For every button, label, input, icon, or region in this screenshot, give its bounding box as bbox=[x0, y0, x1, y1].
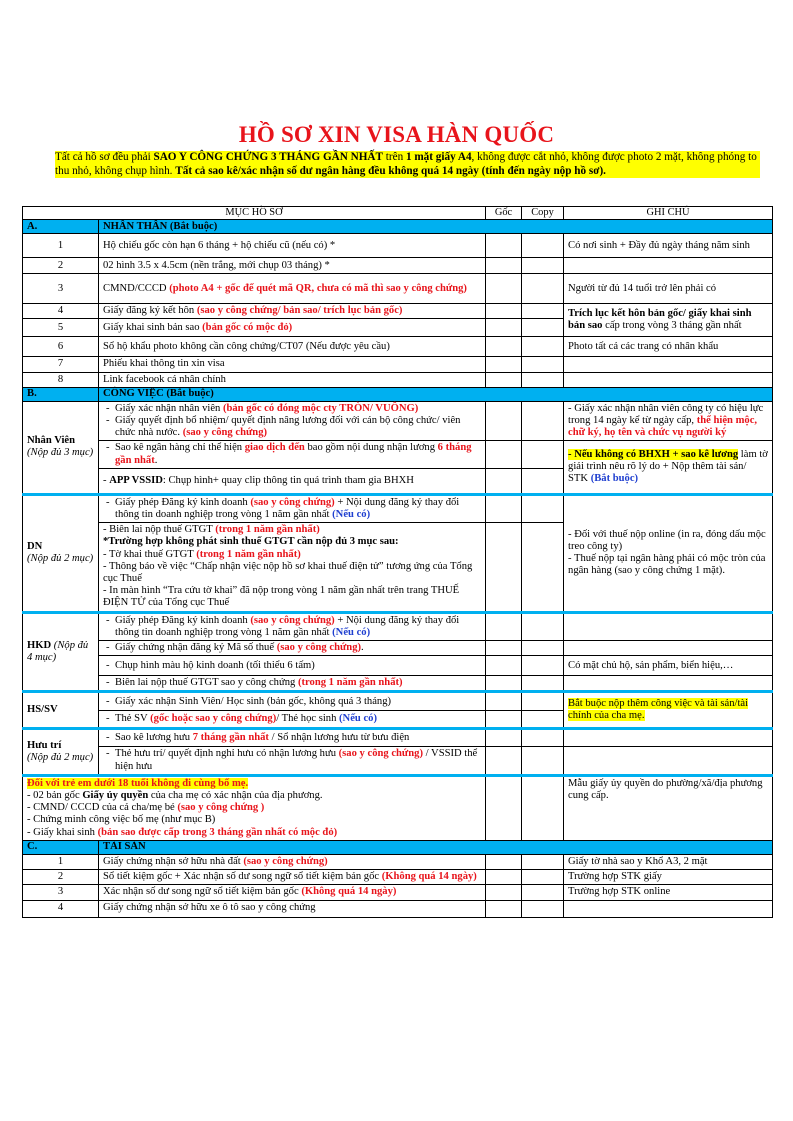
table-row: 1 Hộ chiếu gốc còn hạn 6 tháng + hộ chiếu cũ (nếu có) * Có nơi sinh + Đầy đủ ngày tháng năm sinh bbox=[23, 234, 773, 258]
hkd-row-1: HKD (Nộp đủ 4 mục) - Giấy phép Đăng ký kinh doanh (sao y công chứng) + Nội dung đăng ký thay đổi thông tin doanh nghiệp trong vòng 1 năm gần nhất (Nếu có) bbox=[23, 612, 773, 640]
huu-tri-row-1: Hưu trí (Nộp đủ 2 mục) - Sao kê lương hưu 7 tháng gần nhất / Sổ nhận lương hưu từ bưu điện bbox=[23, 729, 773, 747]
table-row: 4 Giấy chứng nhận sở hữu xe ô tô sao y công chứng bbox=[23, 900, 773, 917]
page-title: HỒ SƠ XIN VISA HÀN QUỐC bbox=[238, 122, 555, 147]
table-row: 7 Phiếu khai thông tin xin visa bbox=[23, 357, 773, 372]
table-row: 8 Link facebook cá nhân chính bbox=[23, 372, 773, 387]
nhan-vien-row-3: - APP VSSID: Chụp hình+ quay clip thông tin quá trình tham gia BHXH bbox=[23, 468, 773, 494]
dn-row-1: DN (Nộp đủ 2 mục) - Giấy phép Đăng ký kinh doanh (sao y công chứng) + Nội dung đăng ký thay đổi thông tin doanh nghiệp trong vòng 1 năm gần nhất (Nếu có) - Đối với thuế nộp online (in ra, đóng dấu mộc treo công ty) - Thuế nộp tại ngân hàng phải có mộc tròn của ngân hàng (sao y công chứng 1 mặt). bbox=[23, 494, 773, 522]
table-row: 3 Xác nhận số dư song ngữ sổ tiết kiệm bản gốc (Không quá 14 ngày) Trường hợp STK online bbox=[23, 885, 773, 900]
huu-tri-row-2: - Thẻ hưu trí/ quyết định nghỉ hưu có nhận lương hưu (sao y công chứng) / VSSID thể hiện hưu bbox=[23, 747, 773, 775]
table-row: 1 Giấy chứng nhận sở hữu nhà đất (sao y công chứng) Giấy tờ nhà sao y Khổ A3, 2 mặt bbox=[23, 854, 773, 869]
nhan-vien-row-1: Nhân Viên (Nộp đủ 3 mục) - Giấy xác nhận nhân viên (bản gốc có đóng mộc cty TRÒN/ VUÔNG) - Giấy quyết định bổ nhiệm/ quyết định nâng lương đối với cán bộ công chức/ viên chức nhà nước. (sao y công chứng) - Giấy xác nhận nhân viên công ty có hiệu lực trong 14 ngày kể từ ngày cấp, thể hiện mộc, chữ ký, họ tên và chức vụ người ký bbox=[23, 401, 773, 441]
table-row: 2 Sổ tiết kiệm gốc + Xác nhận số dư song ngữ sổ tiết kiệm bản gốc (Không quá 14 ngày) Trường hợp STK giấy bbox=[23, 870, 773, 885]
section-a-header: A. NHÂN THÂN (Bắt buộc) bbox=[23, 220, 773, 234]
minor-row: Đối với trẻ em dưới 18 tuổi không đi cùng bố mẹ. - 02 bản gốc Giấy ủy quyền của cha mẹ có xác nhận của địa phương. - CMND/ CCCD của cả cha/mẹ bé (sao y công chứng ) - Chứng minh công việc bố mẹ (như mục B) - Giấy khai sinh (bản sao được cấp trong 3 tháng gần nhất có mộc đỏ) Mẫu giấy ủy quyền do phường/xã/địa phương cung cấp. bbox=[23, 775, 773, 840]
dn-row-2: - Biên lai nộp thuế GTGT (trong 1 năm gần nhất) *Trường hợp không phát sinh thuế GTGT cần nộp đủ 3 mục sau: - Tờ khai thuế GTGT (trong 1 năm gần nhất) - Thông báo về việc “Chấp nhận việc nộp hồ sơ khai thuế điện tử” tương ứng của Tổng cục Thuế - In màn hình “Tra cứu tờ khai” đã nộp trong vòng 1 năm gần nhất trên trang THUẾ ĐIỆN TỬ của Tổng cục Thuế bbox=[23, 523, 773, 612]
hs-sv-row-2: - Thẻ SV (gốc hoặc sao y công chứng)/ Thẻ học sinh (Nếu có) bbox=[23, 711, 773, 729]
table-header: MỤC HỒ SƠ Gốc Copy GHI CHÚ bbox=[23, 207, 773, 220]
table-row: 5 Giấy khai sinh bản sao (bản gốc có mộc đỏ) bbox=[23, 319, 773, 337]
nhan-vien-row-2: - Sao kê ngân hàng chỉ thể hiện giao dịch đến bao gồm nội dung nhận lương 6 tháng gần nhất. - Nếu không có BHXH + sao kê lương làm tờ giải trình nêu rõ lý do + Nộp thêm tài sản/ STK (Bắt buộc) bbox=[23, 441, 773, 468]
table-row: 4 Giấy đăng ký kết hôn (sao y công chứng/ bản sao/ trích lục bản gốc) Trích lục kết hôn bản gốc/ giấy khai sinh bản sao cấp trong vòng 3 tháng gần nhất bbox=[23, 304, 773, 319]
intro-note: Tất cả hồ sơ đều phải SAO Y CÔNG CHỨNG 3 THÁNG GẦN NHẤT trên 1 mặt giấy A4, không được cắt nhỏ, không được photo 2 mặt, không phóng to thu nhỏ, không chụp hình. Tất cả sao kê/xác nhận số dư ngân hàng đều không quá 14 ngày (tính đến ngày nộp hồ sơ). bbox=[55, 151, 760, 178]
table-row: 2 02 hình 3.5 x 4.5cm (nền trắng, mới chụp 03 tháng) * bbox=[23, 258, 773, 274]
hkd-row-2: - Giấy chứng nhận đăng ký Mã số thuế (sao y công chứng). bbox=[23, 641, 773, 656]
hs-sv-row-1: HS/SV - Giấy xác nhận Sinh Viên/ Học sinh (bản gốc, không quá 3 tháng) Bắt buộc nộp thêm công việc và tài sản/tài chính của cha mẹ. bbox=[23, 692, 773, 711]
table-row: 3 CMND/CCCD (photo A4 + gốc để quét mã QR, chưa có mã thì sao y công chứng) Người từ đủ 14 tuổi trở lên phải có bbox=[23, 274, 773, 304]
table-row: 6 Sổ hộ khẩu photo không cần công chứng/CT07 (Nếu được yêu cầu) Photo tất cả các trang có nhân khẩu bbox=[23, 337, 773, 357]
hkd-row-4: - Biên lai nộp thuế GTGT sao y công chứng (trong 1 năm gần nhất) bbox=[23, 676, 773, 692]
section-c-header: C. TÀI SẢN bbox=[23, 840, 773, 854]
hkd-row-3: - Chụp hình màu hộ kinh doanh (tối thiểu 6 tấm) Có mặt chủ hộ, sản phẩm, biển hiệu,… bbox=[23, 656, 773, 676]
section-b-header: B. CÔNG VIỆC (Bắt buộc) bbox=[23, 387, 773, 401]
document-table bbox=[22, 206, 773, 918]
